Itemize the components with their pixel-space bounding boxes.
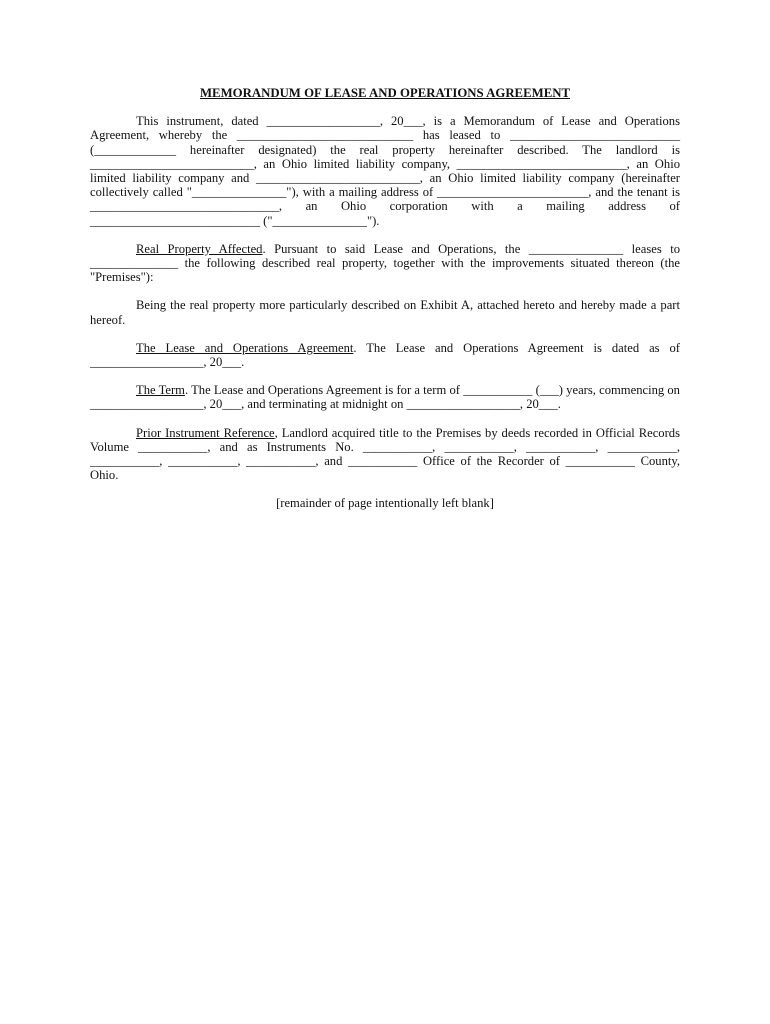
section-heading: Prior Instrument Reference (136, 425, 275, 440)
document-body (90, 86, 680, 525)
section-heading: The Lease and Operations Agreement (136, 340, 354, 355)
section-real-property (90, 242, 680, 285)
section-text: . The Lease and Operations Agreement is dated as of __________________, 20___. (90, 340, 680, 370)
closing-note: [remainder of page intentionally left blank] (276, 496, 494, 511)
document-title: MEMORANDUM OF LEASE AND OPERATIONS AGREEMENT (199, 86, 571, 100)
section-text: , Landlord acquired title to the Premises by deeds recorded in Official Records Volume ___________, and as Instruments No. ___________, ___________, ___________, ___________, ___________, ___________, ___________, and ___________ Office of the Recorder of ___________ County, Ohio. (90, 425, 680, 483)
section-heading: Real Property Affected (136, 241, 263, 256)
section-text: . The Lease and Operations Agreement is for a term of ___________ (___) years, commencing on __________________, 20___, and terminating at midnight on __________________, 20___. (90, 383, 680, 412)
intro-paragraph: This instrument, dated __________________, 20___, is a Memorandum of Lease and Operations Agreement, whereby the ____________________________ has leased to ___________________________ (_____________ hereinafter designated) the real property hereinafter described. The landlord is __________________________, an Ohio limited liability company, ___________________________, an Ohio limited liability company and __________________________, an Ohio limited liability company (hereinafter collectively called "_______________"), with a mailing address of ________________________, and the tenant is ______________________________, an Ohio corporation with a mailing address of ___________________________ ("_______________"). (90, 114, 680, 228)
section-prior-instrument (90, 426, 680, 483)
section-exhibit (90, 298, 680, 326)
section-lease-agreement (90, 341, 680, 369)
section-term (90, 383, 680, 411)
section-text: . Pursuant to said Lease and Operations, the _______________ leases to ______________ the following described real property, together with the improvements situated thereon (the "Premises"): (90, 241, 680, 285)
section-heading: The Term (136, 383, 185, 398)
section-text: Being the real property more particularly described on Exhibit A, attached hereto and hereby made a part hereof. (90, 298, 680, 327)
